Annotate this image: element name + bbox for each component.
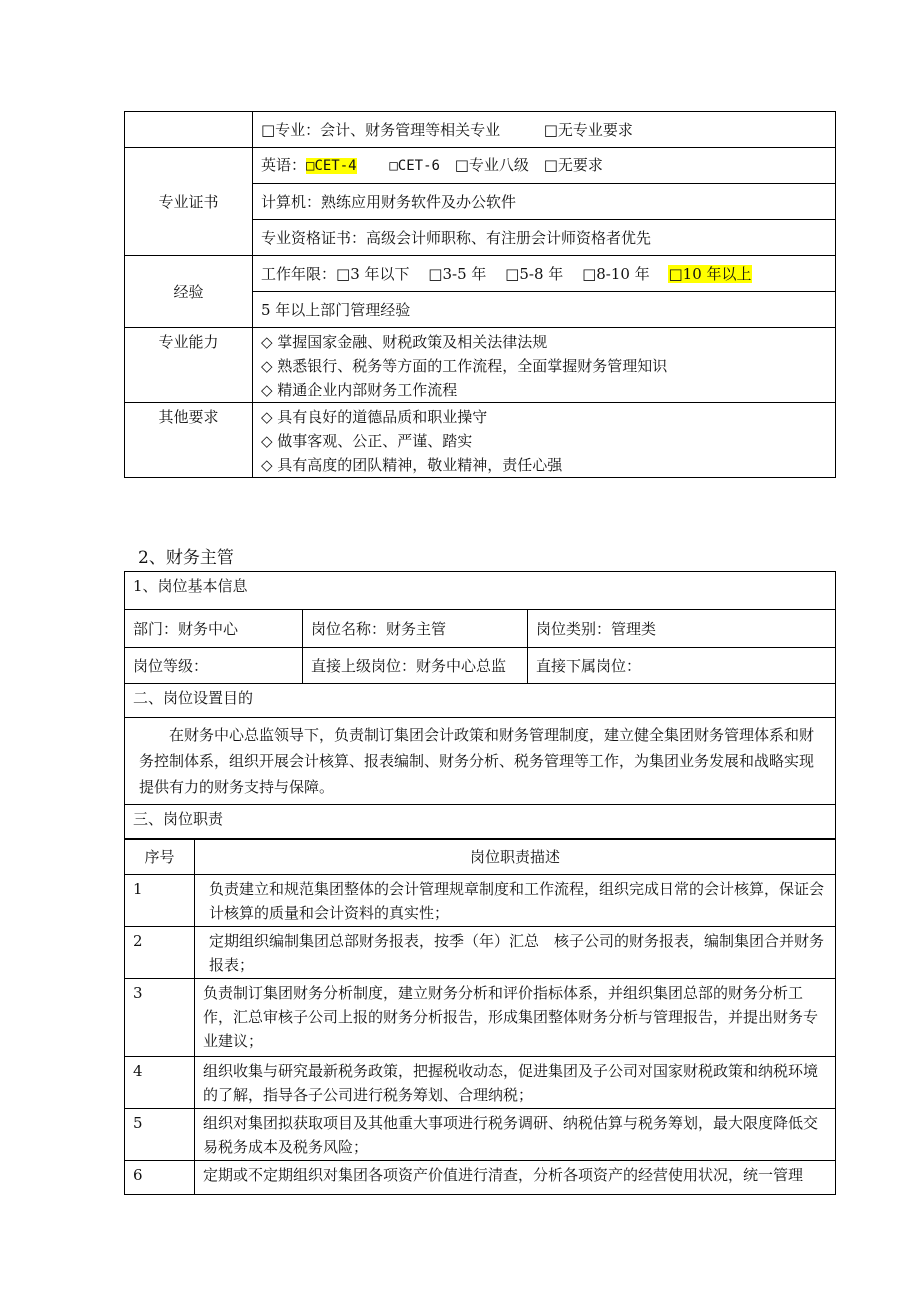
row-desc: 负责制订集团财务分析制度，建立财务分析和评价指标体系，并组织集团总部的财务分析工作，汇总审核子公司上报的财务分析报告，形成集团整体财务分析与管理报告，并提出财务专业建议； [195,979,836,1057]
position-name-cell: 岗位名称：财务主管 [303,610,528,648]
years-option-2: □3-5 年 [428,264,487,283]
row-no: 6 [125,1161,195,1195]
list-item: ◇ 具有高度的团队精神，敬业精神，责任心强 [261,456,563,474]
ability-label: 专业能力 [125,328,253,403]
basic-info-header: 1、岗位基本信息 [125,572,836,610]
grade-cell: 岗位等级： [125,648,303,684]
major-row [253,112,836,148]
experience-label: 经验 [125,256,253,328]
ability-list [253,328,836,403]
work-years-label: 工作年限： [261,264,337,283]
row-no: 5 [125,1109,195,1161]
row-desc: 定期组织编制集团总部财务报表，按季（年）汇总 核子公司的财务报表，编制集团合并财务报表； [195,927,836,979]
col-desc-header: 岗位职责描述 [195,839,836,875]
position-type-cell: 岗位类别：管理类 [528,610,836,648]
major-option-related: □专业：会计、财务管理等相关专业 [261,120,501,139]
dept-cell: 部门：财务中心 [125,610,303,648]
list-item: ◇ 熟悉银行、税务等方面的工作流程，全面掌握财务管理知识 [261,357,668,375]
english-option-none: □无要求 [543,156,603,174]
cert-label: 专业证书 [125,148,253,256]
row-desc: 负责建立和规范集团整体的会计管理规章制度和工作流程，组织完成日常的会计核算，保证会计核算的质量和会计资料的真实性； [195,875,836,927]
mgmt-experience-row: 5 年以上部门管理经验 [253,292,836,328]
row-no: 4 [125,1057,195,1109]
english-label: 英语： [261,156,307,174]
duties-table [124,838,836,1195]
list-item: ◇ 具有良好的道德品质和职业操守 [261,408,488,426]
superior-cell: 直接上级岗位：财务中心总监 [303,648,528,684]
row-no: 3 [125,979,195,1057]
professional-cert-row: 专业资格证书：高级会计师职称、有注册会计师资格者优先 [253,220,836,256]
blank-label-cell [125,112,253,148]
duties-header: 三、岗位职责 [125,805,836,840]
computer-row: 计算机：熟练应用财务软件及办公软件 [253,184,836,220]
years-option-5: □10 年以上 [668,264,752,283]
list-item: ◇ 掌握国家金融、财税政策及相关法律法规 [261,333,548,351]
list-item: ◇ 做事客观、公正、严谨、踏实 [261,432,473,450]
purpose-text: 在财务中心总监领导下，负责制订集团会计政策和财务管理制度，建立健全集团财务管理体系和财务控制体系，组织开展会计核算、报表编制、财务分析、税务管理等工作，为集团业务发展和战略实现提供有力的财务支持与保障。 [125,718,836,805]
subordinate-cell: 直接下属岗位： [528,648,836,684]
years-option-1: □3 年以下 [336,264,410,283]
qualification-table [124,111,836,478]
row-desc: 组织收集与研究最新税务政策，把握税收动态，促进集团及子公司对国家财税政策和纳税环境的了解，指导各子公司进行税务筹划、合理纳税； [195,1057,836,1109]
work-years-row [253,256,836,292]
major-option-none: □无专业要求 [543,120,633,139]
col-no-header: 序号 [125,839,195,875]
english-option-cet6: □CET-6 [389,158,440,174]
years-option-3: □5-8 年 [505,264,564,283]
purpose-header: 二、岗位设置目的 [125,684,836,718]
english-option-cet4: □CET-4 [306,158,357,174]
row-desc: 定期或不定期组织对集团各项资产价值进行清查，分析各项资产的经营使用状况，统一管理 [195,1161,836,1195]
basic-info-table [124,571,836,840]
english-option-tem8: □专业八级 [454,156,529,174]
row-no: 2 [125,927,195,979]
row-desc: 组织对集团拟获取项目及其他重大事项进行税务调研、纳税估算与税务筹划，最大限度降低交易税务成本及税务风险； [195,1109,836,1161]
english-row [253,148,836,184]
other-label: 其他要求 [125,403,253,478]
other-list [253,403,836,478]
list-item: ◇ 精通企业内部财务工作流程 [261,381,458,399]
section-title: 2、财务主管 [138,548,234,568]
years-option-4: □8-10 年 [582,264,650,283]
row-no: 1 [125,875,195,927]
